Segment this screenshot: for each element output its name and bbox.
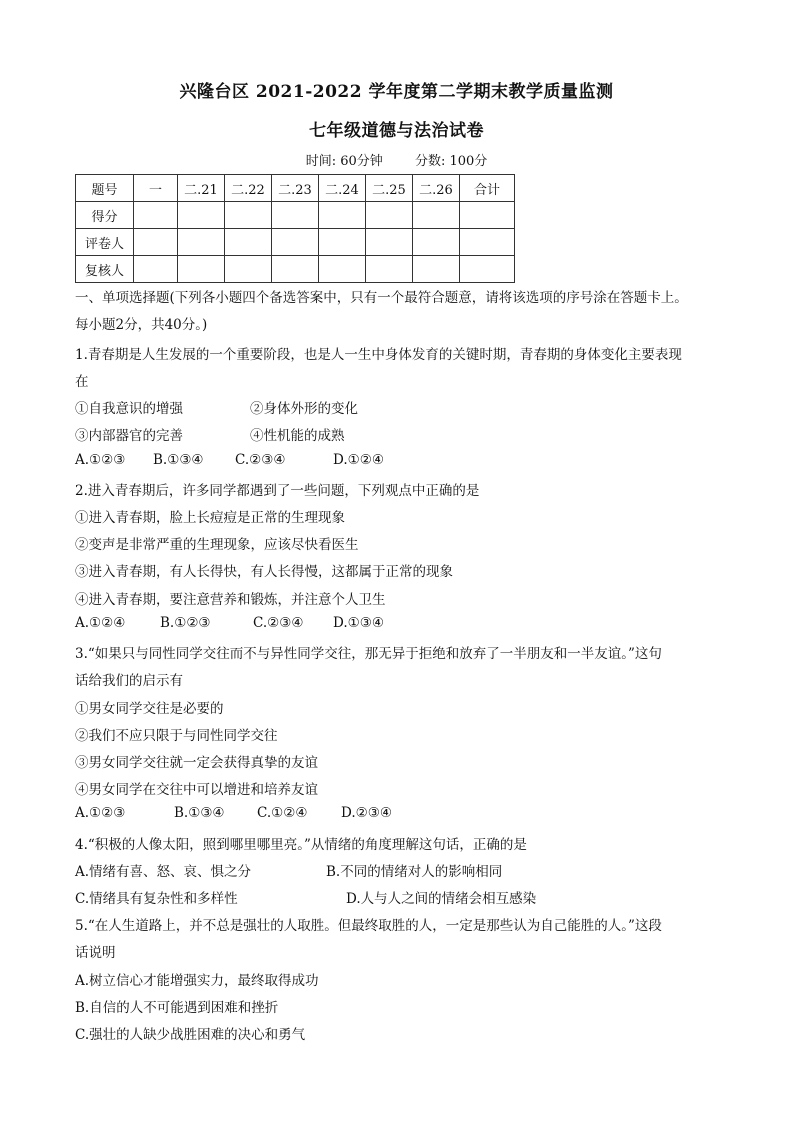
empty-cell [366, 202, 413, 229]
empty-cell [460, 256, 515, 283]
row-label: 评卷人 [76, 229, 134, 256]
empty-cell [413, 229, 460, 256]
statement: ①男女同学交往是必要的 [75, 701, 224, 717]
header-cell: 二.21 [178, 175, 225, 202]
empty-cell [272, 256, 319, 283]
statement: ③进入青春期，有人长得快，有人长得慢，这都属于正常的现象 [75, 564, 453, 580]
question-stem: 话说明 [75, 945, 116, 961]
empty-cell [319, 202, 366, 229]
option: D.①③④ [333, 615, 384, 631]
empty-cell [134, 202, 178, 229]
option: B.①③④ [174, 805, 225, 821]
statement: ④男女同学在交往中可以增进和培养友谊 [75, 782, 318, 798]
question-stem: 5.“在人生道路上，并不总是强壮的人取胜。但最终取胜的人，一定是那些认为自己能胜的人。”这段 [75, 918, 662, 934]
empty-cell [272, 202, 319, 229]
header-cell: 一 [134, 175, 178, 202]
grader-row [76, 229, 515, 256]
question-stem: 话给我们的启示有 [75, 673, 183, 689]
option: A.情绪有喜、怒、哀、惧之分 [75, 864, 252, 880]
question-stem: 2.进入青春期后，许多同学都遇到了一些问题，下列观点中正确的是 [75, 483, 480, 499]
empty-cell [413, 202, 460, 229]
row-label: 得分 [76, 202, 134, 229]
section-instruction: 每小题2分，共40分。) [75, 317, 208, 333]
option: A.①②③ [75, 805, 126, 821]
empty-cell [319, 229, 366, 256]
section-instruction: 一、单项选择题(下列各小题四个备选答案中，只有一个最符合题意，请将该选项的序号涂在答题卡上。 [75, 290, 688, 306]
statement: ①进入青春期，脸上长痘痘是正常的生理现象 [75, 510, 345, 526]
option: D.②③④ [341, 805, 392, 821]
question-stem: 4.“积极的人像太阳，照到哪里哪里亮。”从情绪的角度理解这句话，正确的是 [75, 837, 527, 853]
statement: ③内部器官的完善 [75, 428, 183, 444]
empty-cell [319, 256, 366, 283]
statement: ③男女同学交往就一定会获得真挚的友谊 [75, 755, 318, 771]
option: C.②③④ [253, 615, 304, 631]
time-info: 时间: 60分钟 [305, 154, 383, 169]
option: C.强壮的人缺少战胜困难的决心和勇气 [75, 1027, 306, 1043]
statement: ④性机能的成熟 [250, 428, 345, 444]
option: C.情绪具有复杂性和多样性 [75, 891, 238, 907]
score-table-header-row [76, 175, 515, 202]
reviewer-row [76, 256, 515, 283]
option: C.②③④ [235, 452, 286, 468]
empty-cell [225, 229, 272, 256]
option: A.①②④ [75, 615, 126, 631]
empty-cell [366, 229, 413, 256]
score-row [76, 202, 515, 229]
empty-cell [413, 256, 460, 283]
exam-subtitle: 七年级道德与法治试卷 [309, 121, 484, 141]
header-cell: 题号 [76, 175, 134, 202]
question-stem: 3.“如果只与同性同学交往而不与异性同学交往，那无异于拒绝和放弃了一半朋友和一半友谊。”这句 [75, 646, 662, 662]
empty-cell [225, 256, 272, 283]
header-cell: 合计 [460, 175, 515, 202]
option: D.人与人之间的情绪会相互感染 [346, 891, 537, 907]
option: D.①②④ [333, 452, 384, 468]
empty-cell [178, 202, 225, 229]
empty-cell [366, 256, 413, 283]
option: B.不同的情绪对人的影响相同 [326, 864, 503, 880]
empty-cell [225, 202, 272, 229]
empty-cell [272, 229, 319, 256]
question-stem: 1.青春期是人生发展的一个重要阶段，也是人一生中身体发育的关键时期，青春期的身体变化主要表现 [75, 347, 682, 363]
exam-meta [0, 150, 793, 169]
empty-cell [460, 202, 515, 229]
score-info: 分数: 100分 [414, 154, 488, 169]
header-cell: 二.22 [225, 175, 272, 202]
statement: ④进入青春期，要注意营养和锻炼，并注意个人卫生 [75, 592, 386, 608]
row-label: 复核人 [76, 256, 134, 283]
empty-cell [178, 256, 225, 283]
option: C.①②④ [257, 805, 308, 821]
exam-title: 兴隆台区 2021-2022 学年度第二学期末教学质量监测 [179, 82, 614, 102]
empty-cell [460, 229, 515, 256]
option: B.①②③ [160, 615, 211, 631]
header-cell: 二.25 [366, 175, 413, 202]
option: A.树立信心才能增强实力，最终取得成功 [75, 973, 319, 989]
empty-cell [134, 229, 178, 256]
option: B.自信的人不可能遇到困难和挫折 [75, 1000, 279, 1016]
statement: ②身体外形的变化 [250, 401, 358, 417]
empty-cell [134, 256, 178, 283]
statement: ②变声是非常严重的生理现象，应该尽快看医生 [75, 537, 359, 553]
empty-cell [178, 229, 225, 256]
option: A.①②③ [75, 452, 126, 468]
header-cell: 二.26 [413, 175, 460, 202]
statement: ①自我意识的增强 [75, 401, 183, 417]
statement: ②我们不应只限于与同性同学交往 [75, 728, 278, 744]
question-stem: 在 [75, 374, 89, 390]
header-cell: 二.24 [319, 175, 366, 202]
header-cell: 二.23 [272, 175, 319, 202]
option: B.①③④ [153, 452, 204, 468]
score-table [75, 174, 515, 283]
